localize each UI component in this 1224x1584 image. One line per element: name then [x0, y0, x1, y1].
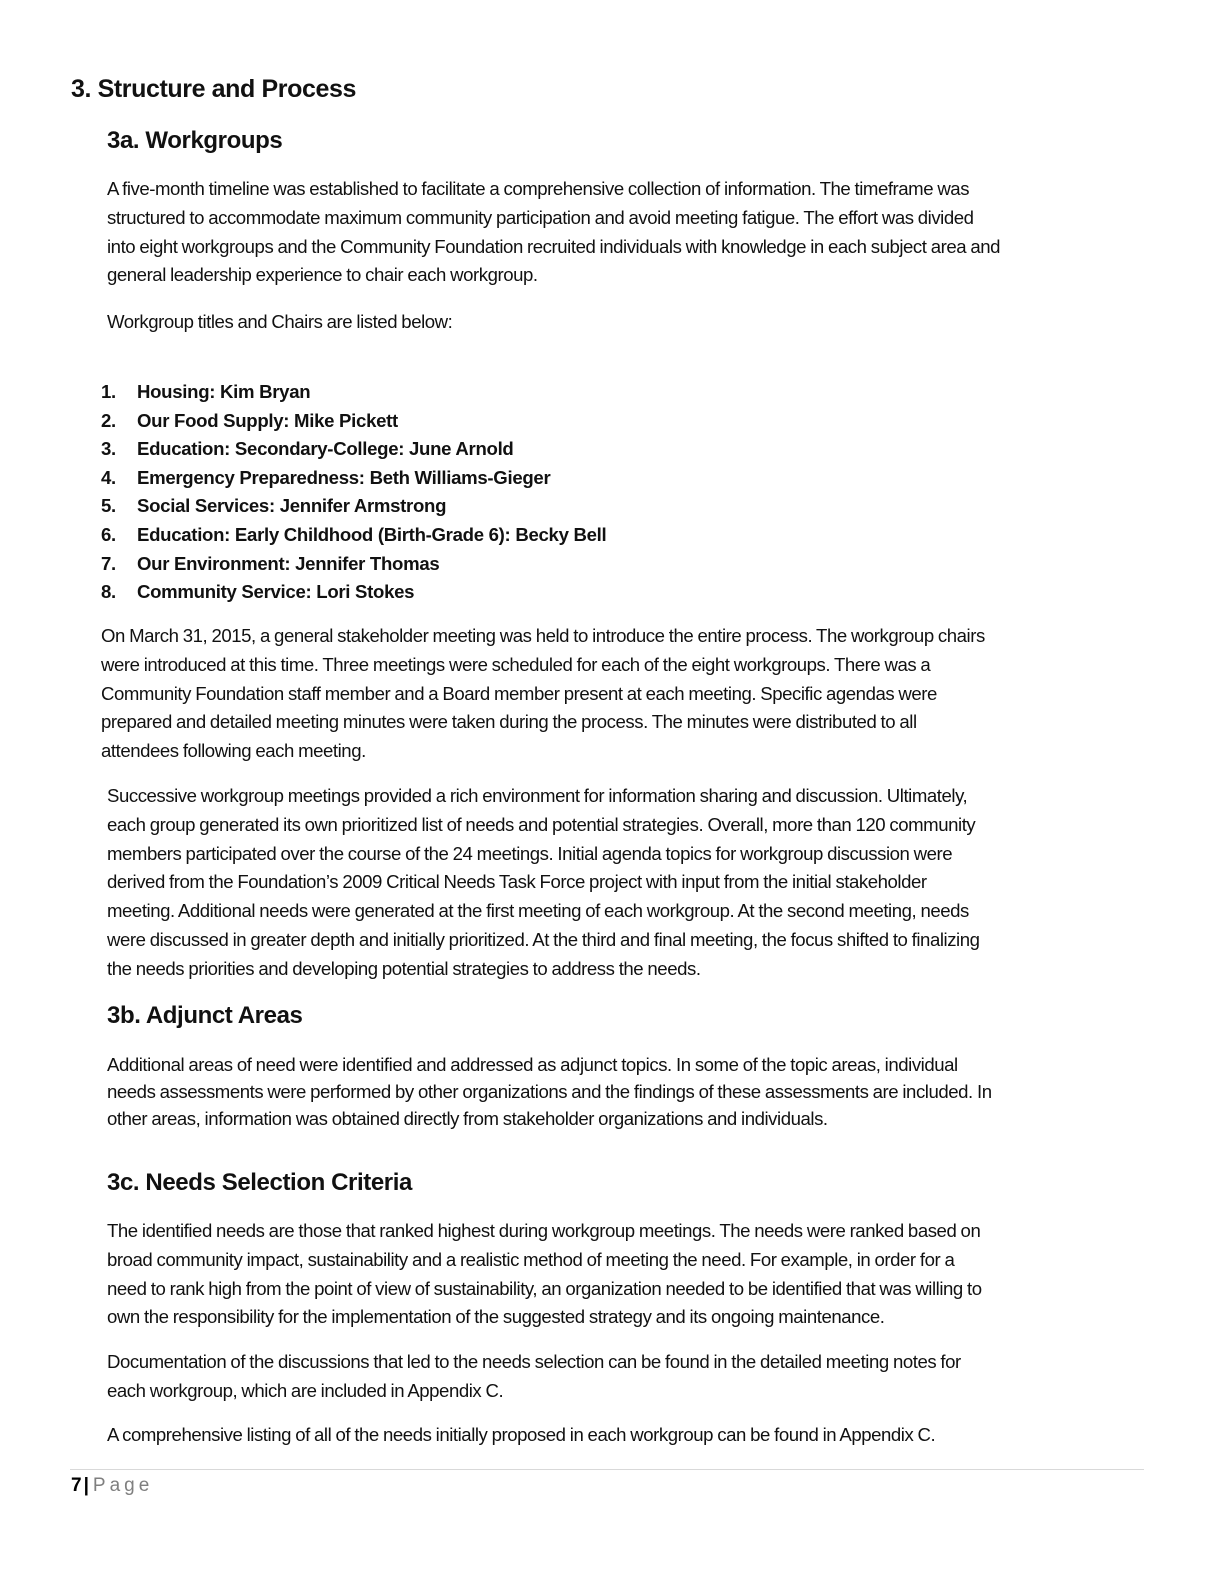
paragraph-line: On March 31, 2015, a general stakeholder meeting was held to introduce the entire process. The workgroup chairs	[101, 625, 985, 646]
paragraph-line: each group generated its own prioritized list of needs and potential strategies. Overall, more than 120 community	[107, 813, 976, 835]
list-item-text: Our Environment: Jennifer Thomas	[137, 552, 440, 574]
list-item	[101, 435, 606, 464]
paragraph-line: Successive workgroup meetings provided a rich environment for information sharing and discussion. Ultimately,	[107, 785, 968, 806]
paragraph-line: other areas, information was obtained directly from stakeholder organizations and individuals.	[107, 1108, 828, 1129]
list-item-text: Community Service: Lori Stokes	[137, 581, 415, 603]
paragraph-line: Community Foundation staff member and a Board member present at each meeting. Specific agendas were	[101, 682, 937, 704]
paragraph-line: derived from the Foundation’s 2009 Critical Needs Task Force project with input from the initial stakeholder	[107, 871, 927, 893]
list-number: 7.	[101, 552, 116, 574]
paragraph-line: Additional areas of need were identified and addressed as adjunct topics. In some of the topic areas, individual	[107, 1054, 958, 1075]
paragraph-line: need to rank high from the point of view of sustainability, an organization needed to be identified that was willing to	[107, 1277, 982, 1299]
list-item	[101, 578, 606, 607]
list-number: 4.	[101, 466, 116, 488]
paragraph-line: A five-month timeline was established to facilitate a comprehensive collection of information. The timeframe was	[107, 178, 970, 199]
criteria-paragraph	[107, 1217, 982, 1332]
paragraph-line: The identified needs are those that ranked highest during workgroup meetings. The needs were ranked based on	[107, 1220, 981, 1241]
list-number: 1.	[101, 381, 116, 402]
workgroups-list-intro	[107, 308, 452, 337]
subsection-heading-criteria: 3c. Needs Selection Criteria	[107, 1169, 412, 1196]
documentation-paragraph	[107, 1348, 961, 1406]
list-item	[101, 492, 606, 521]
paragraph-line: Documentation of the discussions that led to the needs selection can be found in the detailed meeting notes for	[107, 1351, 961, 1372]
section-heading: 3. Structure and Process	[71, 75, 356, 103]
list-number: 3.	[101, 438, 116, 460]
list-item	[101, 550, 606, 579]
page-number: 7	[71, 1475, 82, 1496]
paragraph-line: were introduced at this time. Three meetings were scheduled for each of the eight workgroups. There was a	[101, 653, 931, 675]
paragraph-line: members participated over the course of the 24 meetings. Initial agenda topics for workgroup discussion were	[107, 842, 953, 864]
footer-divider	[70, 1469, 1144, 1470]
paragraph-line: meeting. Additional needs were generated at the first meeting of each workgroup. At the second meeting, needs	[107, 900, 969, 922]
list-number: 8.	[101, 581, 116, 603]
list-number: 2.	[101, 409, 116, 431]
paragraph-line: each workgroup, which are included in Appendix C.	[107, 1379, 504, 1401]
list-item-text: Social Services: Jennifer Armstrong	[137, 495, 447, 517]
footer-separator: |	[83, 1475, 89, 1496]
paragraph-line: own the responsibility for the implementation of the suggested strategy and its ongoing maintenance.	[107, 1306, 885, 1328]
paragraph-line: attendees following each meeting.	[101, 740, 366, 762]
list-item	[101, 521, 606, 550]
listing-paragraph	[107, 1421, 935, 1450]
list-number: 6.	[101, 523, 116, 545]
page-label: Page	[92, 1475, 154, 1496]
adjunct-paragraph	[107, 1051, 992, 1132]
paragraph-line: general leadership experience to chair each workgroup.	[107, 264, 538, 286]
paragraph-line: A comprehensive listing of all of the needs initially proposed in each workgroup can be found in Appendix C.	[107, 1424, 936, 1445]
paragraph-line: needs assessments were performed by other organizations and the findings of these assessments are included. In	[107, 1081, 992, 1102]
list-item-text: Housing: Kim Bryan	[137, 381, 311, 402]
list-number: 5.	[101, 495, 116, 517]
stakeholder-meeting-paragraph	[101, 622, 985, 766]
page-footer	[71, 1473, 153, 1499]
paragraph-line: were discussed in greater depth and initially prioritized. At the third and final meeting, the focus shifted to finalizing	[107, 928, 980, 950]
workgroup-chairs-list	[101, 378, 606, 607]
workgroup-process-paragraph	[107, 782, 980, 984]
list-item-text: Our Food Supply: Mike Pickett	[137, 409, 398, 431]
list-item	[101, 378, 606, 407]
list-item-text: Education: Secondary-College: June Arnold	[137, 438, 514, 460]
list-item	[101, 464, 606, 493]
paragraph-line: the needs priorities and developing potential strategies to address the needs.	[107, 957, 701, 979]
paragraph-line: structured to accommodate maximum community participation and avoid meeting fatigue. The effort was divided	[107, 206, 974, 228]
subsection-heading-workgroups: 3a. Workgroups	[107, 127, 283, 154]
paragraph-line: prepared and detailed meeting minutes were taken during the process. The minutes were distributed to all	[101, 711, 917, 733]
paragraph-line: into eight workgroups and the Community Foundation recruited individuals with knowledge in each subject area and	[107, 235, 1001, 257]
list-item	[101, 407, 606, 436]
paragraph-line: broad community impact, sustainability and a realistic method of meeting the need. For example, in order for a	[107, 1248, 955, 1270]
list-item-text: Emergency Preparedness: Beth Williams-Gieger	[137, 466, 551, 488]
list-item-text: Education: Early Childhood (Birth-Grade 6): Becky Bell	[137, 523, 607, 545]
paragraph-line: Workgroup titles and Chairs are listed below:	[107, 311, 453, 332]
subsection-heading-adjunct: 3b. Adjunct Areas	[107, 1002, 303, 1029]
workgroups-intro-paragraph	[107, 175, 1000, 290]
